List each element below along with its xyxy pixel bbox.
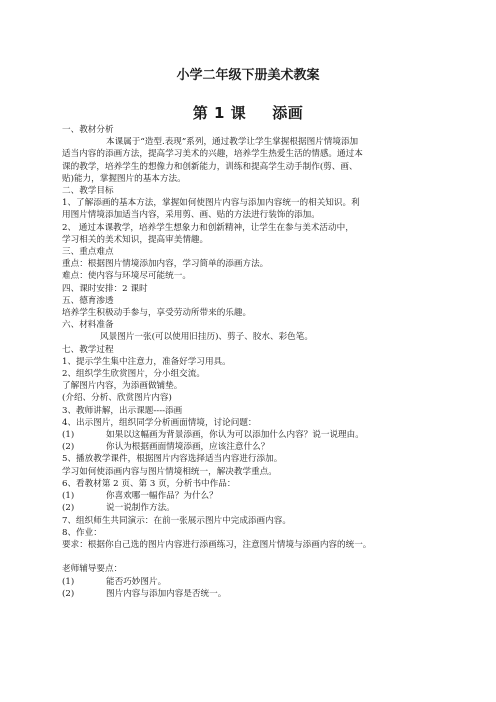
paragraph-line: 本课属于“造型.表现”系列，通过教学让学生掌握根据图片情境添加 [106, 137, 359, 148]
document-title: 小学二年级下册美术教案 [176, 68, 320, 83]
paragraph-line: 难点：使内容与环境尽可能统一。 [62, 271, 191, 282]
paragraph-line: (介绍、分析、欣赏图片内容) [62, 393, 172, 404]
section-heading: 二、教学目标 [62, 186, 114, 197]
lesson-title [0, 102, 496, 123]
section-heading: 四、课时安排：2 课时 [62, 283, 148, 294]
list-item [62, 441, 444, 453]
paragraph-line: 适当内容的添画方法，提高学习美术的兴趣，培养学生热爱生活的情感。通过本 [62, 149, 363, 160]
list-text: 能否巧妙图片。 [106, 576, 167, 587]
paragraph-line: 贴)能力，掌握图片的基本方法。 [62, 173, 186, 184]
paragraph-line: 7、组织师生共同演示：在前一张展示图片中完成添画内容。 [62, 515, 291, 526]
paragraph-line: 要求：根据你自己选的图片内容进行添画练习，注意图片情境与添画内容的统一。 [62, 539, 372, 550]
paragraph-line: 重点：根据图片情境添加内容，学习简单的添画方法。 [62, 259, 269, 270]
section-heading: 五、德育渗透 [62, 295, 114, 306]
paragraph-line: 学习相关的美术知识，提高审美情趣。 [62, 234, 209, 245]
paragraph-line: 培养学生积极动手参与，享受劳动所带来的乐趣。 [62, 308, 252, 319]
list-text: 如果以这幅画为背景添画，你认为可以添加什么内容？说一说理由。 [106, 430, 364, 441]
paragraph-line: 老师辅导要点： [62, 564, 123, 575]
section-heading: 七、教学过程 [62, 344, 114, 355]
paragraph-line: 学习如何使添画内容与图片情境相统一，解决教学重点。 [62, 466, 277, 477]
paragraph-line: 风景图片一张(可以使用旧挂历)、剪子、胶水、彩色笔。 [100, 332, 313, 343]
list-number: (1) [62, 576, 75, 587]
section-heading: 一、教材分析 [62, 125, 114, 135]
list-item [62, 588, 444, 600]
paragraph-line: 3、教师讲解，出示课题----添画 [62, 405, 183, 416]
section-heading: 三、重点难点 [62, 247, 114, 258]
paragraph-line: 1、了解添画的基本方法，掌握如何使图片内容与添加内容统一的相关知识。利 [62, 198, 360, 209]
paragraph-line: 5、播放教学课件，根据图片内容选择适当内容进行添加。 [62, 454, 283, 465]
section-heading: 六、材料准备 [62, 320, 114, 331]
lesson-number: 第 1 课 [192, 104, 247, 122]
list-number: (2) [62, 588, 75, 599]
list-number: (1) [62, 430, 75, 441]
lesson-name: 添画 [272, 104, 304, 122]
paragraph-line: 用图片情境添加适当内容，采用剪、画、贴的方法进行装饰的添加。 [62, 210, 320, 221]
paragraph-line: 了解图片内容，为添画做铺垫。 [62, 381, 183, 392]
list-item [62, 429, 444, 441]
paragraph-line: 6、看教材第 2 页、第 3 页，分析书中作品： [62, 478, 236, 489]
paragraph-line: 2、组织学生欣赏图片，分小组交流。 [62, 369, 205, 380]
paragraph-line: 1、提示学生集中注意力，准备好学习用具。 [62, 356, 231, 367]
list-number: (2) [62, 503, 75, 514]
paragraph-line: 2、 通过本课教学，培养学生想象力和创新精神，让学生在参与美术活动中， [62, 222, 354, 233]
paragraph-line: 8、作业： [62, 527, 102, 538]
list-number: (1) [62, 491, 75, 502]
list-item [62, 502, 444, 514]
paragraph-line: 课的教学，培养学生的想像力和创新能力，训练和提高学生动手制作(剪、画、 [62, 161, 358, 172]
spacer [62, 551, 444, 563]
list-item [62, 576, 444, 588]
list-text: 图片内容与添加内容是否统一。 [106, 588, 227, 599]
paragraph-line: 4、出示图片，组织同学分析画面情境，讨论问题： [62, 417, 257, 428]
list-number: (2) [62, 442, 75, 453]
document-body [62, 124, 444, 600]
list-text: 你认为根据画面情境添画，应该注意什么？ [106, 442, 270, 453]
list-text: 你喜欢哪一幅作品？为什么？ [106, 491, 218, 502]
list-item [62, 490, 444, 502]
list-text: 说一说制作方法。 [106, 503, 175, 514]
